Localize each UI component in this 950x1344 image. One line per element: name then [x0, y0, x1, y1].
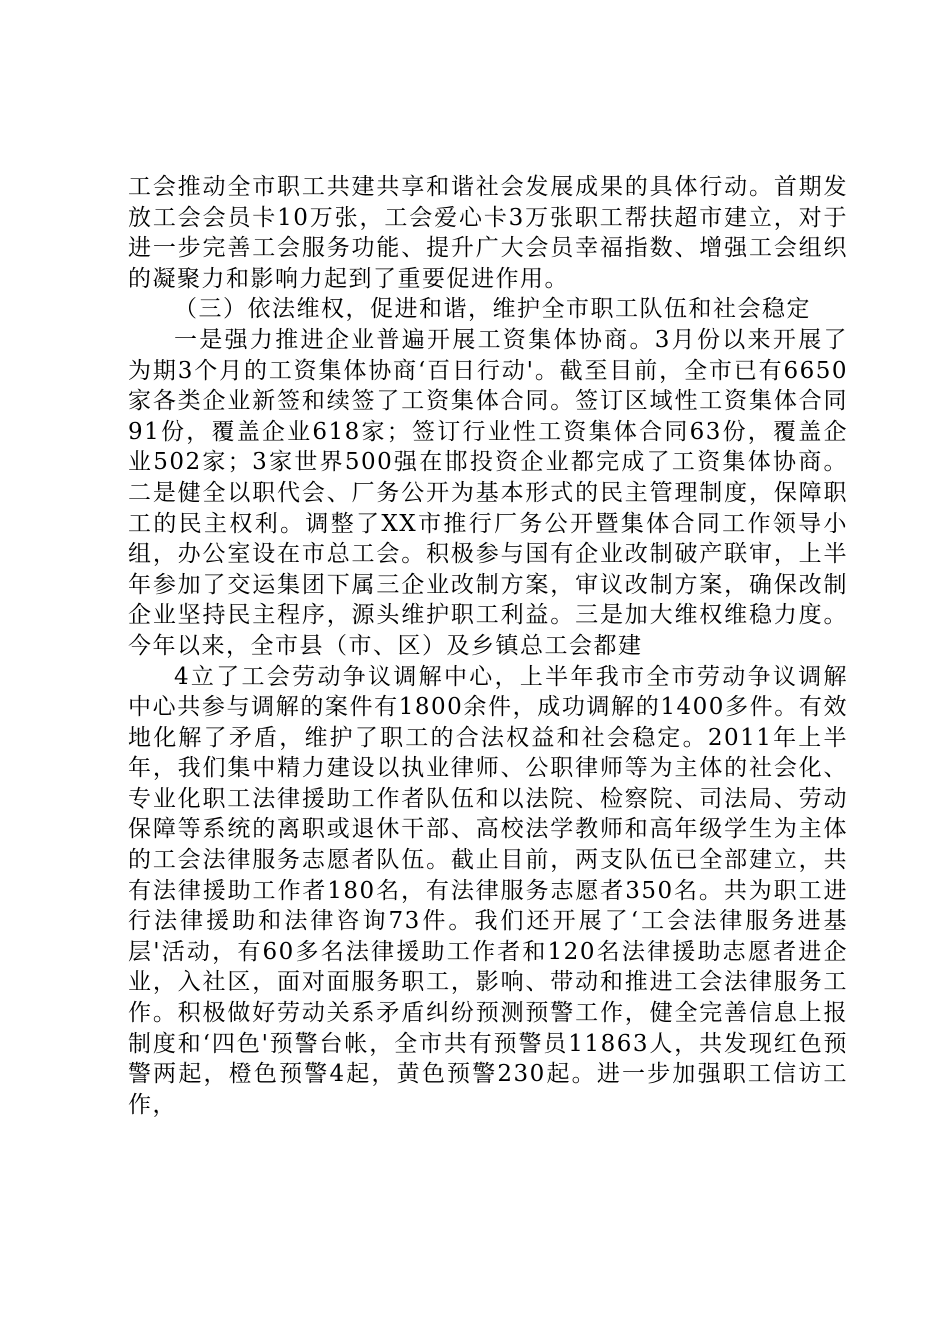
paragraph-legal-aid: 4立了工会劳动争议调解中心，上半年我市全市劳动争议调解中心共参与调解的案件有1800余件，成功调解的1400多件。有效地化解了矛盾，维护了职工的合法权益和社会稳定。2011年上半年，我们集中精力建设以执业律师、公职律师等为主体的社会化、专业化职工法律援助工作者队伍和以法院、检察院、司法局、劳动保障等系统的离职或退休干部、高校法学教师和高年级学生为主体的工会法律服务志愿者队伍。截止目前，两支队伍已全部建立，共有法律援助工作者180名，有法律服务志愿者350名。共为职工进行法律援助和法律咨询73件。我们还开展了‘工会法律服务进基层'活动，有60多名法律援助工作者和120名法律援助志愿者进企业，入社区，面对面服务职工，影响、带动和推进工会法律服务工作。积极做好劳动关系矛盾纠纷预测预警工作，健全完善信息上报制度和‘四色'预警台帐，全市共有预警员11863人，共发现红色预警两起，橙色预警4起，黄色预警230起。进一步加强职工信访工作， — [128, 663, 848, 1118]
document-body — [128, 172, 848, 1120]
paragraph-wage-negotiation: 一是强力推进企业普遍开展工资集体协商。3月份以来开展了为期3个月的工资集体协商‘百日行动'。截至目前，全市已有6650家各类企业新签和续签了工资集体合同。签订区域性工资集体合同91份，覆盖企业618家；签订行业性工资集体合同63份，覆盖企业502家；3家世界500强在邯投资企业都完成了工资集体协商。二是健全以职代会、厂务公开为基本形式的民主管理制度，保障职工的民主权利。调整了XX市推行厂务公开暨集体合同工作领导小组，办公室设在市总工会。积极参与国有企业改制破产联审，上半年参加了交运集团下属三企业改制方案，审议改制方案，确保改制企业坚持民主程序，源头维护职工利益。三是加大维权维稳力度。今年以来，全市县（市、区）及乡镇总工会都建 — [128, 326, 848, 659]
section-heading-rights-protection: （三）依法维权，促进和谐，维护全市职工队伍和社会稳定 — [174, 296, 811, 323]
paragraph-service-cards: 工会推动全市职工共建共享和谐社会发展成果的具体行动。首期发放工会会员卡10万张，工会爱心卡3万张职工帮扶超市建立，对于进一步完善工会服务功能、提升广大会员幸福指数、增强工会组织的凝聚力和影响力起到了重要促进作用。 — [128, 174, 848, 292]
